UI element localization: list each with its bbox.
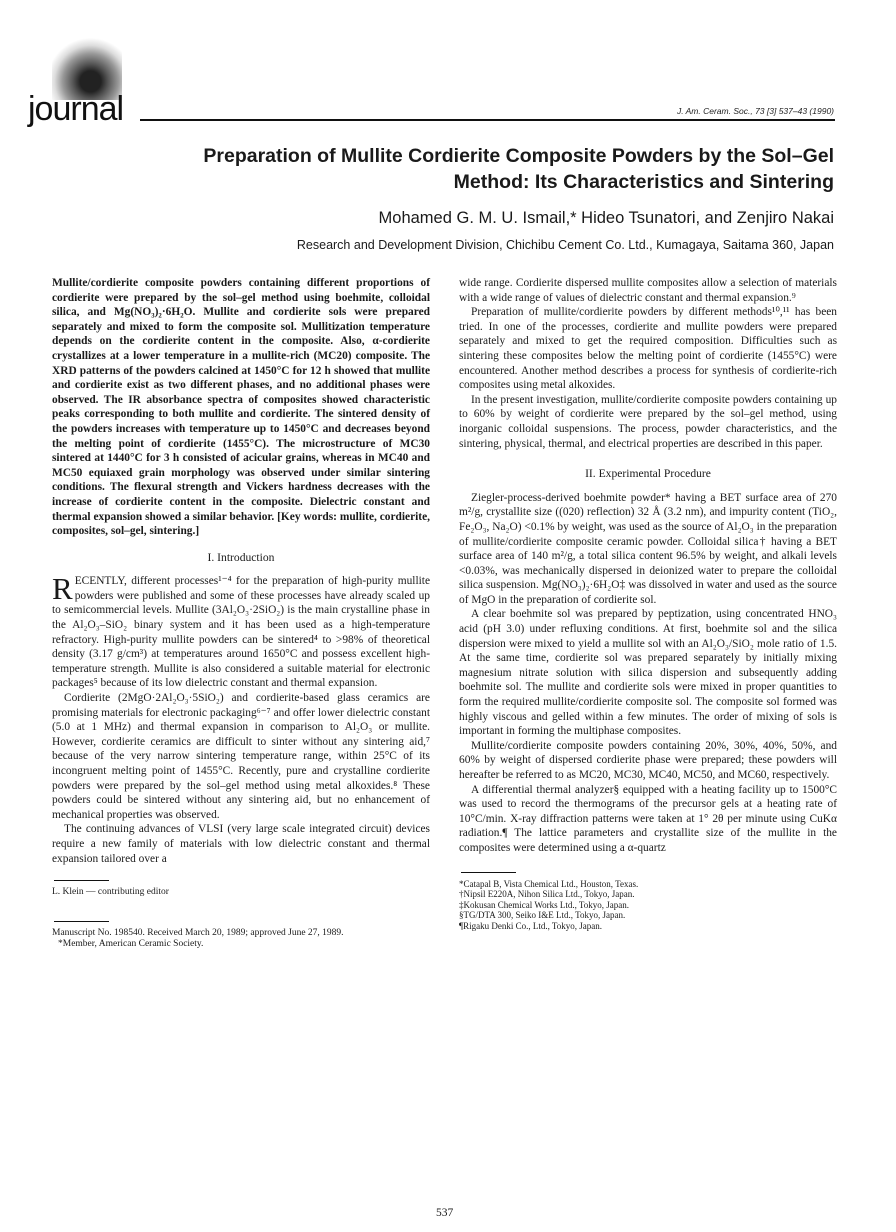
page-number: 537 [436, 1207, 454, 1219]
intro-paragraph-1-text: different processes¹⁻⁴ for the preparation of high-purity mullite powders were published and some of these processes have already scaled up to semicommercial levels. Mullite (3Al₂O₃·2SiO₂) is the main crystalline phase in the Al₂O₃–SiO₂ binary system and it has been used as a high-temperature refractory. High-purity mullite powders can be sintered⁴ to >98% of theoretical density (3.17 g/cm³) at temperatures around 1650°C and possess excellent high-temperature strength. Mullite is also considered a suitable material for electronic packages⁵ because of its low dielectric constant and thermal expansion. [52, 575, 430, 690]
paragraph: Preparation of mullite/cordierite powders by different methods¹⁰,¹¹ has been tried. In one of the processes, cordierite and mullite powders were prepared separately and mixed to get the required composition. Difficulties such as sintering these composites below the melting point of cordierite (1455°C) were encountered. Another method describes a process for synthesis of cordierite-rich composites using metal alkoxides. [459, 306, 837, 392]
intro-paragraph-1 [52, 571, 430, 691]
footnotes [459, 879, 837, 932]
intro-paragraph-2: Cordierite (2MgO·2Al₂O₃·5SiO₂) and cordierite-based glass ceramics are promising materials for electronic packaging⁶⁻⁷ and offer lower dielectric constant (5.0 at 1 MHz) and thermal expansion in comparison to Al₂O₃ or mullite. However, cordierite ceramics are difficult to sinter without any sintering aid,⁷ because of the very narrow sintering temperature range, within 25°C of its incongruent melting point of 1455°C. Recently, pure and crystalline cordierite powders were prepared by the sol–gel method using metal alkoxides.⁸ These powders could be sintered without any sintering aid, but no enhancement of mechanical properties was observed. [52, 692, 430, 821]
left-column [52, 276, 430, 951]
footnote-rule [54, 880, 109, 881]
footnote: †Nipsil E220A, Nihon Silica Ltd., Tokyo, Japan. [459, 889, 635, 900]
intro-first-word: ECENTLY, [74, 575, 127, 588]
paragraph: A clear boehmite sol was prepared by peptization, using concentrated HNO₃ acid (pH 3.0) under refluxing conditions. At first, boehmite sol and the silica dispersion were mixed to yield a mullite sol with an Al₂O₃/SiO₂ mole ratio of 1.5. At the same time, cordierite sol was prepared separately by initially mixing magnesium nitrate solution with silica dispersion and subsequently adding boehmite sol. The mullite and cordierite sols were mixed in proper quantities to form the required mullite/cordierite composite sol. The composite sol formed was highly viscous and gelled within a few minutes. The order of mixing of sols is important in forming the multiphase composites. [459, 608, 837, 738]
paragraph: In the present investigation, mullite/cordierite composite powders containing up to 60% by weight of cordierite were prepared by the sol–gel method, using inorganic colloidal suspensions. The process, powder characteristics, and the sintering, physical, thermal, and electrical properties are described in this paper. [459, 393, 837, 450]
paragraph-continued: wide range. Cordierite dispersed mullite composites allow a selection of materials with a wide range of values of dielectric constant and thermal expansion.⁹ [459, 277, 837, 304]
journal-citation: J. Am. Ceram. Soc., 73 [3] 537–43 (1990) [676, 106, 834, 116]
intro-paragraph-3: The continuing advances of VLSI (very large scale integrated circuit) devices require a new family of materials with low dielectric constant and thermal expansion tailored over a [52, 823, 430, 865]
footnote-rule [461, 872, 516, 873]
section-heading-introduction: I. Introduction [207, 550, 275, 564]
paragraph: Ziegler-process-derived boehmite powder* having a BET surface area of 270 m²/g, crystallite size ((020) reflection) 32 Å (3.2 nm), and impurity content (TiO₂, Fe₂O₃, Na₂O) <0.1% by weight, was used as the source of Al₂O₃ in the preparation of mullite/cordierite composite ceramic powder. Colloidal silica† having a BET surface area of 140 m²/g, a total silica content 96.5% by weight, and alkali levels <0.03%, was mechanically dispersed in deionized water to prepare the colloidal silica suspension. Mg(NO₃)₂·6H₂O‡ was dissolved in water and used as the source of MgO in the preparation of cordierite sol. [459, 491, 837, 606]
article-authors: Mohamed G. M. U. Ismail,* Hideo Tsunatori, and Zenjiro Nakai [378, 209, 834, 227]
drop-cap: R [52, 571, 73, 607]
footnote: ¶Rigaku Denki Co., Ltd., Tokyo, Japan. [459, 920, 603, 931]
paragraph: Mullite/cordierite composite powders containing 20%, 30%, 40%, 50%, and 60% by weight of dispersed cordierite phase were prepared; these powders will hereafter be referred to as MC20, MC30, MC40, MC50, and MC60, respectively. [459, 739, 837, 781]
article-title: Preparation of Mullite Cordierite Composite Powders by the Sol–Gel Method: Its Characteristics and Sintering [203, 145, 834, 193]
footnote-rule [54, 921, 109, 922]
footnote-manuscript: Manuscript No. 198540. Received March 20, 1989; approved June 27, 1989. [52, 927, 344, 938]
footnote-editor: L. Klein — contributing editor [52, 887, 169, 898]
footnote: §TG/DTA 300, Seiko I&E Ltd., Tokyo, Japan. [459, 910, 626, 921]
author-affiliation: Research and Development Division, Chichibu Cement Co. Ltd., Kumagaya, Saitama 360, Japan [296, 238, 834, 252]
abstract: Mullite/cordierite composite powders containing different proportions of cordierite were prepared by the sol–gel method using boehmite, colloidal silica, and Mg(NO₃)₂·6H₂O. Mullite and cordierite sols were prepared separately and mixed to form the composite sol. Mullitization temperature depends on the cordierite content in the composite. Also, α-cordierite crystallizes at a lower temperature in a mullite-rich (MC20) composite. The XRD patterns of the powders calcined at 1450°C for 12 h showed that mullite and cordierite exist as two different phases, and no additional phases were observed. The IR absorbance spectra of composites showed characteristic peaks corresponding to both mullite and cordierite. The sintered density of the powders increases with temperature up to 1450°C and decreases beyond the melting point of cordierite (1455°C). The microstructure of MC30 sintered at 1440°C for 3 h consisted of acicular grains, whereas in MC40 and MC50 equiaxed grain morphology was observed under similar sintering conditions. The flexural strength and Vickers hardness decreases with the increase of cordierite content in the composite. Dielectric constant and thermal expansion showed a similar behavior. [Key words: mullite, cordierite, composites, sol–gel, sintering.] [52, 277, 430, 538]
section-heading-experimental: II. Experimental Procedure [585, 467, 711, 481]
header-rule [140, 119, 835, 121]
paragraph: A differential thermal analyzer§ equipped with a heating facility up to 1500°C was used to record the thermograms of the precursor gels at a heating rate of 10°C/min. X-ray diffraction patterns were taken at 1° 2θ per minute using CuKα radiation.¶ The lattice parameters and crystallite size of the mullite in the composites were determined using a α-quartz [459, 783, 837, 854]
footnote: ‡Kokusan Chemical Works Ltd., Tokyo, Japan. [459, 899, 630, 910]
footnote-member: *Member, American Ceramic Society. [58, 939, 204, 950]
footnote: *Catapal B, Vista Chemical Ltd., Houston, Texas. [459, 878, 639, 889]
journal-logo-word: journal [28, 90, 124, 128]
right-column [459, 276, 837, 932]
